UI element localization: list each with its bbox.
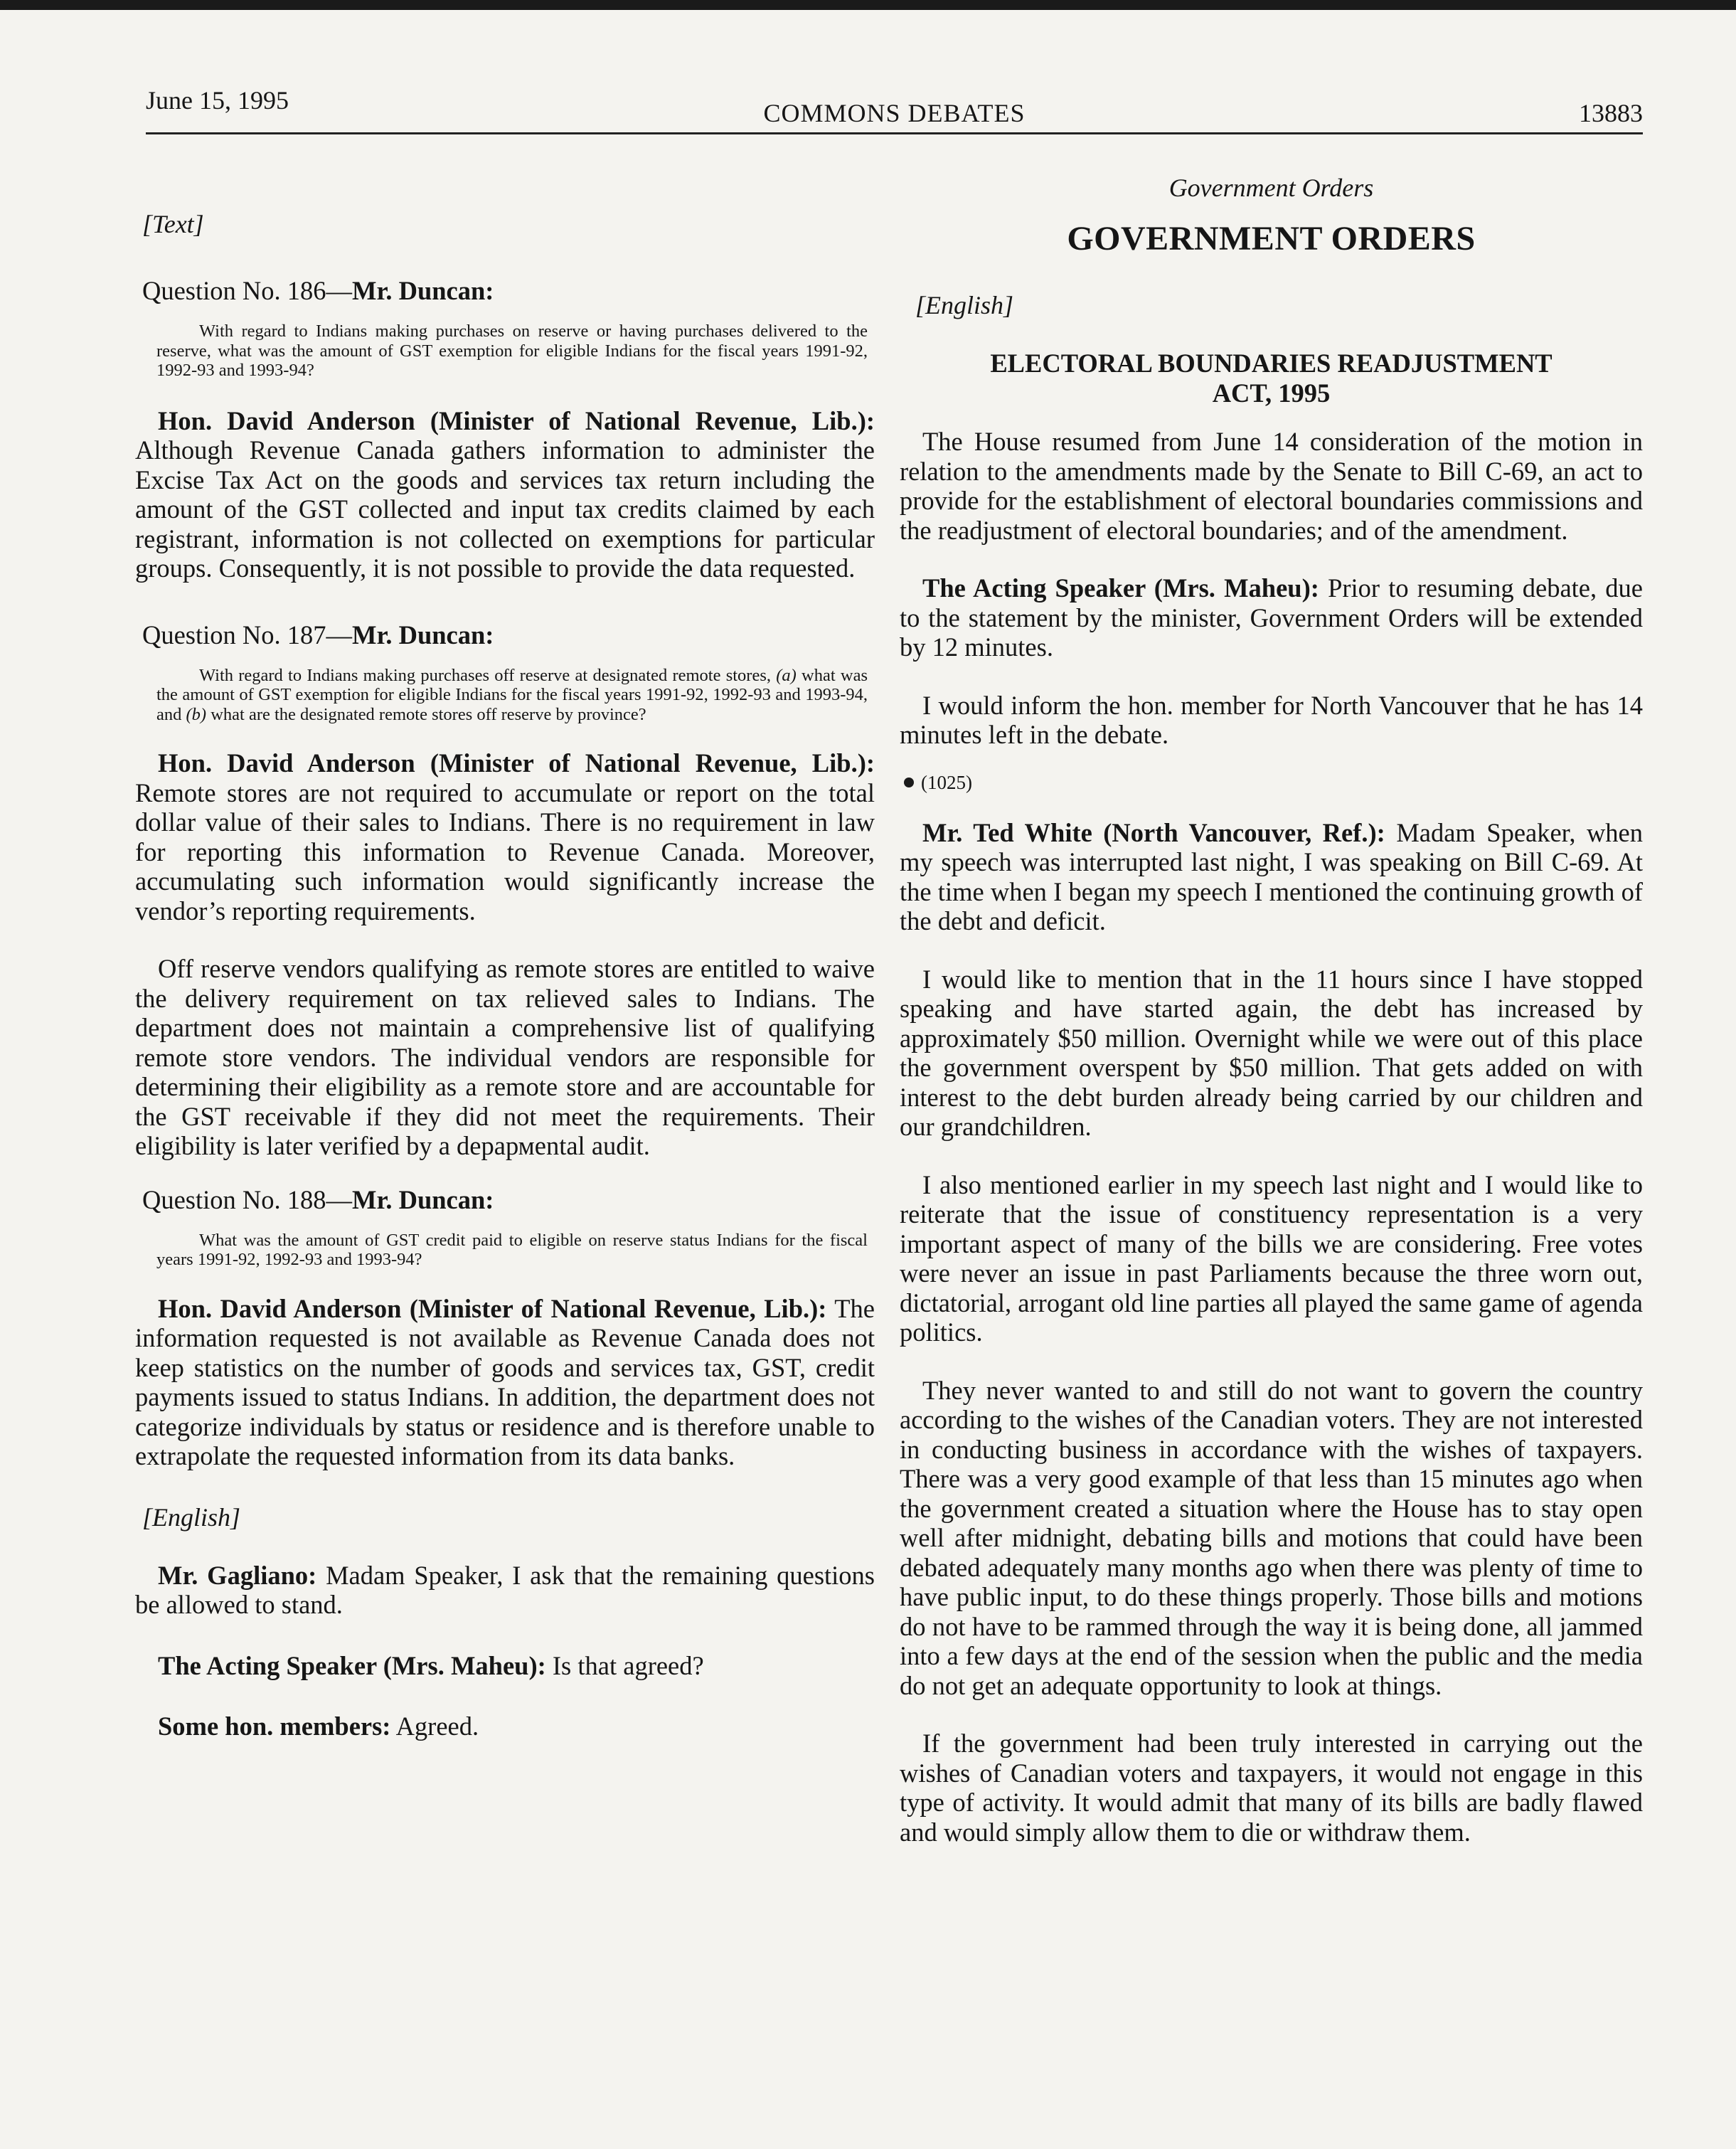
bill-title-line-2: ACT, 1995: [1212, 378, 1331, 408]
question-187-part-b-label: (b): [186, 704, 207, 724]
page-header: [146, 85, 1643, 134]
time-remaining-paragraph: I would inform the hon. member for North Vancouver that he has 14 minutes left in the debate.: [900, 690, 1643, 749]
members-speaker: Some hon. members:: [158, 1712, 391, 1741]
bullet-icon: [904, 778, 914, 787]
members-text: Agreed.: [395, 1712, 479, 1741]
left-column: [135, 171, 875, 1741]
timestamp: [904, 771, 1643, 794]
answer-187: [135, 748, 875, 925]
white-statement: [900, 818, 1643, 936]
question-186-number: Question No. 186—: [142, 276, 353, 305]
question-188-number: Question No. 188—: [142, 1184, 353, 1214]
answer-188-speaker: Hon. David Anderson (Minister of National Revenue, Lib.):: [158, 1293, 827, 1323]
acting-speaker-right-text: Prior to resuming debate, due to the statement by the minister, Government Orders will be extended by 12 minutes.: [900, 573, 1643, 662]
question-187-part-a-label: (a): [776, 665, 797, 685]
acting-speaker-right: The Acting Speaker (Mrs. Maheu):: [922, 573, 1319, 603]
question-187-heading: [142, 620, 875, 650]
header-page-number: 13883: [1579, 99, 1643, 127]
scan-top-band: [0, 0, 1736, 10]
english-marker-right: [English]: [915, 291, 1014, 319]
question-188-heading: [142, 1185, 875, 1215]
acting-speaker-left: The Acting Speaker (Mrs. Maheu):: [158, 1650, 546, 1680]
closing-paragraph: If the government had been truly interested in carrying out the wishes of Canadian voters and taxpayers, it would not engage in this type of activity. It would admit that many of its bills are badly flawed and would simply allow them to die or withdraw them.: [900, 1729, 1643, 1847]
timestamp-text: (1025): [921, 771, 972, 793]
answer-188-text: The information requested is not available as Revenue Canada does not keep statistics on the number of goods and services tax, GST, credit payments issued to status Indians. In addition, the department does not categorize individuals by status or residence and is therefore unable to extrapolate the requested information from its data banks.: [135, 1293, 875, 1470]
gagliano-text: Madam Speaker, I ask that the remaining questions be allowed to stand.: [135, 1560, 875, 1619]
white-text: Madam Speaker, when my speech was interrupted last night, I was speaking on Bill C-69. At the time when I began my speech I mentioned the continuing growth of the debt and deficit.: [900, 817, 1644, 935]
members-response: [135, 1712, 875, 1741]
question-187-text: [156, 666, 868, 725]
gagliano-statement: [135, 1561, 875, 1620]
question-188-text: What was the amount of GST credit paid to eligible on reserve status Indians for the fiscal years 1991-92, 1992-93 and 1993-94?: [156, 1230, 868, 1269]
acting-speaker-statement-right: [900, 573, 1643, 662]
white-speaker: Mr. Ted White (North Vancouver, Ref.):: [922, 817, 1385, 847]
running-head: Government Orders: [1168, 174, 1374, 202]
header-date: June 15, 1995: [146, 86, 289, 115]
text-marker: [Text]: [142, 210, 204, 238]
question-186-asker: Mr. Duncan:: [352, 276, 494, 305]
acting-speaker-left-text: Is that agreed?: [552, 1650, 704, 1680]
gagliano-speaker: Mr. Gagliano:: [158, 1560, 317, 1590]
resumption-paragraph: The House resumed from June 14 consideration of the motion in relation to the amendments made by the Senate to Bill C-69, an act to provide for the establishment of electoral boundaries commissions and the readjustment of electoral boundaries; and of the amendment.: [900, 427, 1643, 545]
debt-paragraph: I would like to mention that in the 11 hours since I have stopped speaking and have started again, the debt has increased by approximately $50 million. Overnight while we were out of this place the government overspent by $50 million. That gets added on with interest to the debt burden already being carried by our children and our grandchildren.: [900, 964, 1643, 1141]
section-title: GOVERNMENT ORDERS: [1067, 220, 1476, 258]
answer-187-paragraph-2: Off reserve vendors qualifying as remote stores are entitled to waive the delivery requirement on tax relieved sales to Indians. The department does not maintain a comprehensive list of qualifying remote store vendors. The individual vendors are responsible for determining their eligibility as a remote store and are accountable for the GST receivable if they did not meet the requirements. Their eligibility is later verified by a depармental audit.: [135, 954, 875, 1160]
answer-188: [135, 1294, 875, 1471]
answer-187-text: Remote stores are not required to accumulate or report on the total dollar value of their sales to Indians. There is no requirement in law for reporting this information to Revenue Canada. Moreover, accumulating such information would significantly increase the vendor’s reporting requirements.: [135, 778, 875, 925]
right-column: [900, 171, 1643, 1847]
question-188-asker: Mr. Duncan:: [352, 1184, 494, 1214]
acting-speaker-statement-left: [135, 1651, 875, 1681]
question-187-number: Question No. 187—: [142, 620, 353, 649]
question-187-text-mid: what was the amount of GST exemption for eligible Indians for the fiscal years 1991-92, 1992-93 and 1993-94, and: [156, 665, 868, 724]
representation-paragraph: I also mentioned earlier in my speech last night and I would like to reiterate that the issue of constituency representation is a very important aspect of many of the bills we are considering. Free votes were never an issue in past Parliaments because the three worn out, dictatorial, arrogant old line parties all played the same game of agenda politics.: [900, 1169, 1643, 1347]
question-187-text-end: what are the designated remote stores off reserve by province?: [206, 704, 646, 724]
question-186-heading: [142, 276, 875, 306]
header-publication: COMMONS DEBATES: [763, 99, 1026, 127]
answer-186: [135, 406, 875, 583]
governance-paragraph: They never wanted to and still do not want to govern the country according to the wishes of the Canadian voters. They are not interested in conducting business in accordance with the wishes of taxpayers. There was a very good example of that less than 15 minutes ago when the government created a situation where the House has to stay open well after midnight, debating bills and motions that could have been debated adequately many months ago when there was plenty of time to have public input, to do these things properly. Those bills and motions do not have to be rammed through the way it is being done, all jammed into a few days at the end of the session when the public and the media do not get an adequate opportunity to look at things.: [900, 1375, 1643, 1700]
question-187-text-start: With regard to Indians making purchases off reserve at designated remote stores,: [199, 665, 777, 685]
english-marker-left: [English]: [142, 1502, 241, 1532]
answer-186-speaker: Hon. David Anderson (Minister of National Revenue, Lib.):: [158, 405, 875, 435]
answer-187-speaker: Hon. David Anderson (Minister of National Revenue, Lib.):: [158, 748, 875, 778]
question-186-text: With regard to Indians making purchases on reserve or having purchases delivered to the reserve, what was the amount of GST exemption for eligible Indians for the fiscal years 1991-92, 1992-93 and 1993-94?: [156, 322, 868, 380]
answer-186-text: Although Revenue Canada gathers information to administer the Excise Tax Act on the goods and services tax return including the amount of the GST collected and input tax credits claimed by each registrant, information is not collected on exemptions for particular groups. Consequently, it is not possible to provide the data requested.: [135, 435, 875, 583]
bill-title-line-1: ELECTORAL BOUNDARIES READJUSTMENT: [990, 349, 1553, 378]
question-187-asker: Mr. Duncan:: [352, 620, 494, 649]
